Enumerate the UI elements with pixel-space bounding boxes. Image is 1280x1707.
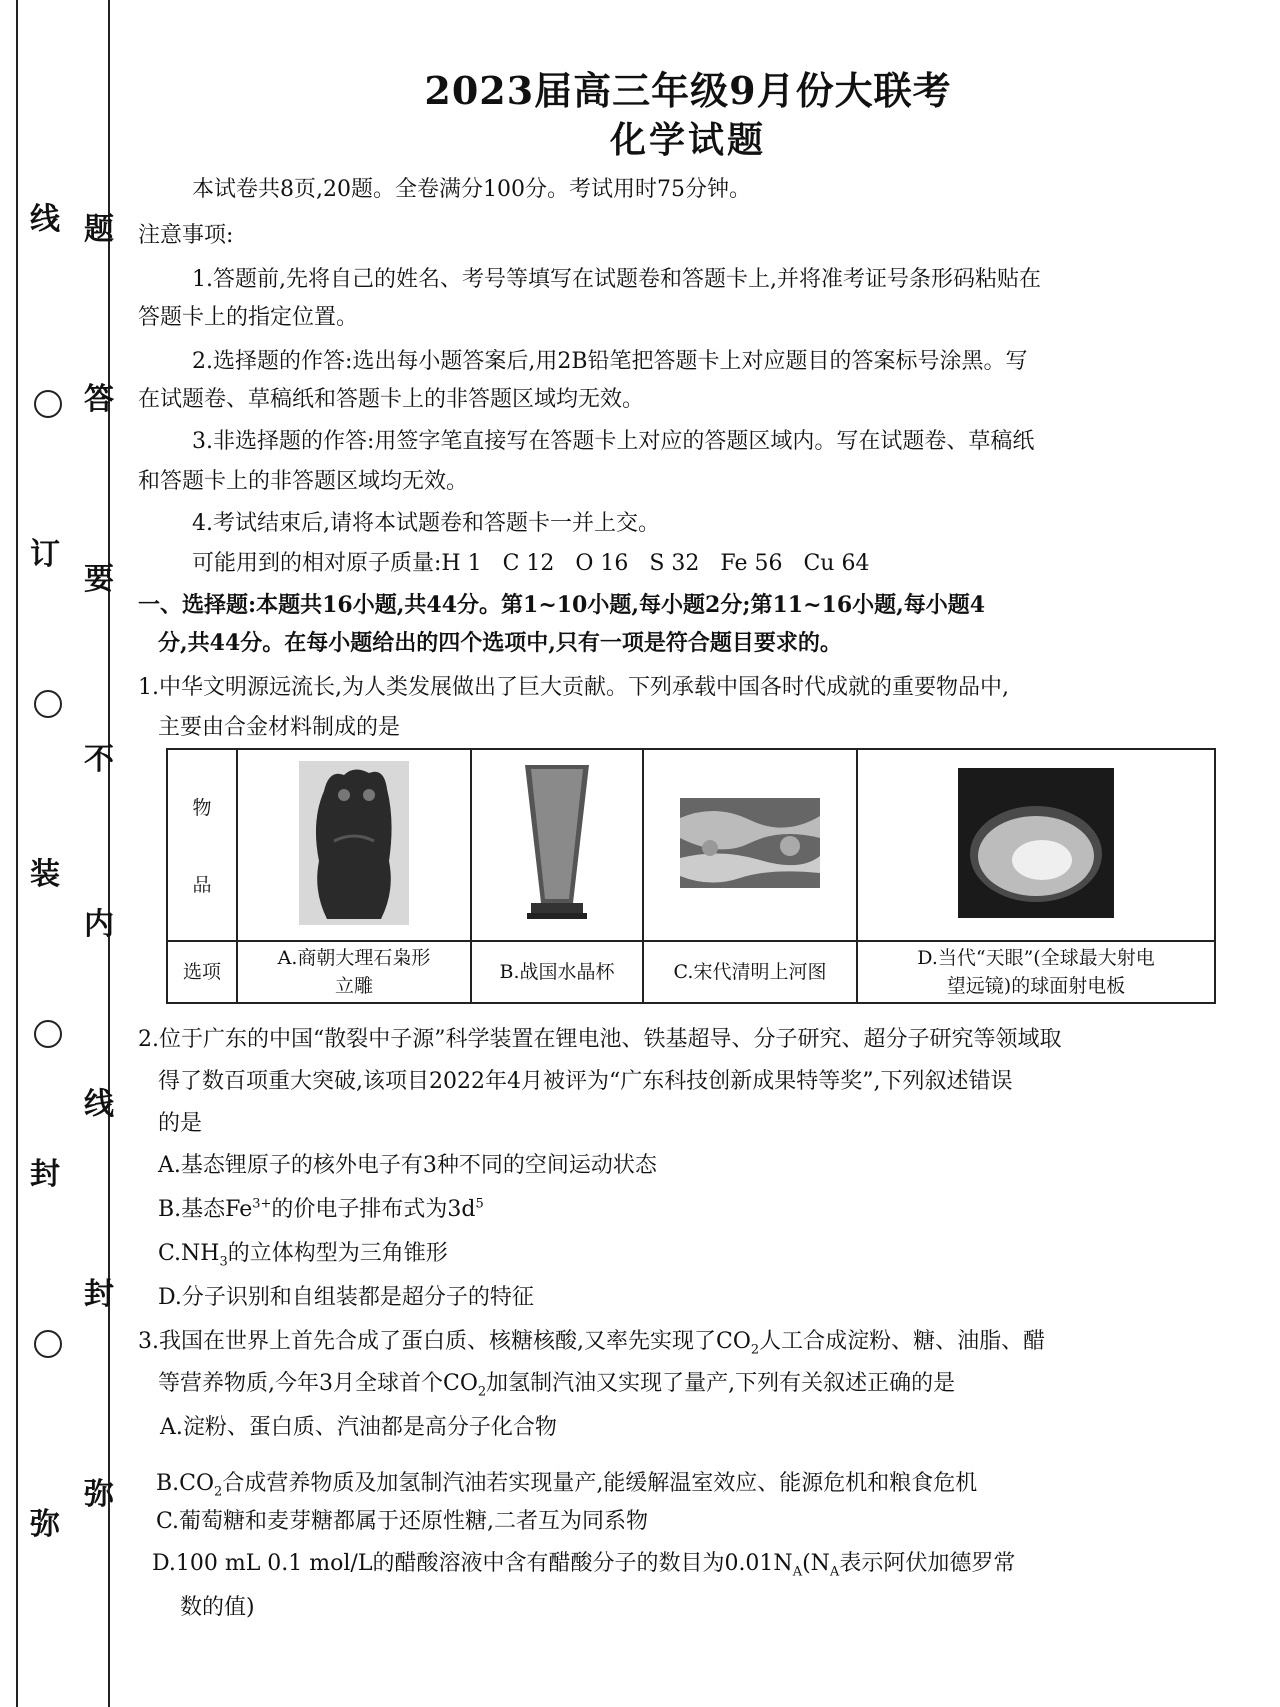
row-head-char: 品 xyxy=(192,874,212,896)
notice-item: 答题卡上的指定位置。 xyxy=(138,305,359,330)
margin-circle xyxy=(34,1020,62,1048)
option-text: B.CO xyxy=(156,1471,215,1496)
row-head-item xyxy=(167,749,237,941)
option-d xyxy=(152,1546,1015,1579)
image-cell-c xyxy=(643,749,857,941)
row-head-char: 物 xyxy=(192,797,212,819)
option-text: A.商朝大理石枭形 xyxy=(277,946,431,969)
option-c xyxy=(643,941,857,1003)
margin-char: 要 xyxy=(84,562,114,597)
notice-item: 和答题卡上的非答题区域均无效。 xyxy=(138,469,469,494)
subscript: A xyxy=(792,1564,803,1580)
option-d-continued: 数的值) xyxy=(180,1595,255,1620)
margin-char: 内 xyxy=(84,907,114,942)
margin-char: 订 xyxy=(30,537,60,572)
subscript: 2 xyxy=(214,1484,223,1500)
question-stem: 1.中华文明源远流长,为人类发展做出了巨大贡献。下列承载中国各时代成就的重要物品中, xyxy=(138,675,1009,700)
option-d xyxy=(857,941,1215,1003)
option-text: B.战国水晶杯 xyxy=(499,960,615,983)
option-a xyxy=(237,941,471,1003)
option-text: B.基态Fe xyxy=(158,1197,253,1222)
fast-telescope-image xyxy=(958,768,1114,918)
margin-char: 不 xyxy=(84,742,114,777)
margin-char: 弥 xyxy=(84,1477,114,1512)
margin-char: 题 xyxy=(84,212,114,247)
notice-item: 在试题卷、草稿纸和答题卡上的非答题区域均无效。 xyxy=(138,387,645,412)
option-text: 的立体构型为三角锥形 xyxy=(227,1241,448,1266)
notice-item: 3.非选择题的作答:用签字笔直接写在答题卡上对应的答题区域内。写在试题卷、草稿纸 xyxy=(192,429,1035,454)
page-subtitle: 化学试题 xyxy=(609,119,766,161)
section-heading: 分,共44分。在每小题给出的四个选项中,只有一项是符合题目要求的。 xyxy=(158,630,842,656)
option-text: D.当代“天眼”(全球最大射电 xyxy=(917,946,1155,969)
option-text: 表示阿伏加德罗常 xyxy=(839,1551,1016,1576)
notice-heading: 注意事项: xyxy=(138,223,234,248)
subscript: 2 xyxy=(750,1342,760,1358)
binding-margin xyxy=(0,0,150,1707)
margin-char: 封 xyxy=(84,1277,114,1312)
question-stem: 的是 xyxy=(158,1111,203,1136)
question-stem: 2.位于广东的中国“散裂中子源”科学装置在锂电池、铁基超导、分子研究、超分子研究等领域取 xyxy=(138,1027,1062,1052)
crystal-cup-image xyxy=(517,761,597,925)
margin-circle xyxy=(34,690,62,718)
option-text: 的价电子排布式为3d xyxy=(271,1197,476,1222)
stem-text: 人工合成淀粉、糖、油脂、醋 xyxy=(759,1329,1046,1354)
question-stem xyxy=(158,1366,955,1399)
stem-text: 3.我国在世界上首先合成了蛋白质、核糖核酸,又率先实现了CO xyxy=(138,1329,751,1354)
option-text: D.100 mL 0.1 mol/L的醋酸溶液中含有醋酸分子的数目为0.01N xyxy=(152,1551,793,1576)
option-b xyxy=(158,1192,484,1223)
exam-info: 本试卷共8页,20题。全卷满分100分。考试用时75分钟。 xyxy=(192,177,751,202)
subscript: 2 xyxy=(477,1384,487,1400)
question-stem xyxy=(138,1324,1045,1357)
margin-char: 装 xyxy=(30,857,60,892)
superscript: 3+ xyxy=(252,1196,272,1212)
section-heading: 一、选择题:本题共16小题,共44分。第1~10小题,每小题2分;第11~16小题,每小题4 xyxy=(138,592,986,618)
image-cell-b xyxy=(471,749,643,941)
image-cell-d xyxy=(857,749,1215,941)
option-text: 立雕 xyxy=(334,975,373,997)
margin-char: 封 xyxy=(30,1157,60,1192)
question-stem: 主要由合金材料制成的是 xyxy=(158,715,401,740)
notice-item: 2.选择题的作答:选出每小题答案后,用2B铅笔把答题卡上对应题目的答案标号涂黑。写 xyxy=(192,349,1028,374)
option-a: A.基态锂原子的核外电子有3种不同的空间运动状态 xyxy=(158,1153,657,1178)
option-text: C.NH xyxy=(158,1241,220,1266)
margin-char: 线 xyxy=(84,1087,114,1122)
stem-text: 等营养物质,今年3月全球首个CO xyxy=(158,1371,478,1396)
margin-line-outer xyxy=(16,0,18,1707)
option-a: A.淀粉、蛋白质、汽油都是高分子化合物 xyxy=(160,1415,557,1440)
page-title: 2023届高三年级9月份大联考 xyxy=(424,68,952,113)
option-text: C.宋代清明上河图 xyxy=(673,960,827,983)
subscript: A xyxy=(829,1564,840,1580)
option-b xyxy=(156,1466,977,1499)
image-cell-a xyxy=(237,749,471,941)
atomic-masses: 可能用到的相对原子质量:H 1 C 12 O 16 S 32 Fe 56 Cu 64 xyxy=(192,551,870,576)
margin-circle xyxy=(34,390,62,418)
option-text: (N xyxy=(802,1551,830,1576)
subscript: 3 xyxy=(219,1254,228,1270)
margin-char: 答 xyxy=(84,382,114,417)
stem-text: 加氢制汽油又实现了量产,下列有关叙述正确的是 xyxy=(486,1371,956,1396)
option-c xyxy=(158,1236,448,1269)
superscript: 5 xyxy=(475,1196,484,1212)
margin-char: 线 xyxy=(30,202,60,237)
margin-char: 弥 xyxy=(30,1507,60,1542)
q1-options-table xyxy=(166,748,1216,1004)
option-head: 选项 xyxy=(167,941,237,1003)
option-b xyxy=(471,941,643,1003)
option-d: D.分子识别和自组装都是超分子的特征 xyxy=(158,1285,534,1310)
option-c: C.葡萄糖和麦芽糖都属于还原性糖,二者互为同系物 xyxy=(156,1509,649,1534)
margin-circle xyxy=(34,1330,62,1358)
margin-line-inner xyxy=(108,0,110,1707)
marble-owl-sculpture-image xyxy=(299,761,409,925)
notice-item: 1.答题前,先将自己的姓名、考号等填写在试题卷和答题卡上,并将准考证号条形码粘贴在 xyxy=(192,267,1041,292)
option-text: 望远镜)的球面射电板 xyxy=(946,975,1126,997)
question-stem: 得了数百项重大突破,该项目2022年4月被评为“广东科技创新成果特等奖”,下列叙述错误 xyxy=(158,1069,1013,1094)
qingming-scroll-image xyxy=(680,798,820,888)
option-text: 合成营养物质及加氢制汽油若实现量产,能缓解温室效应、能源危机和粮食危机 xyxy=(222,1471,978,1496)
notice-item: 4.考试结束后,请将本试题卷和答题卡一并上交。 xyxy=(192,511,660,536)
